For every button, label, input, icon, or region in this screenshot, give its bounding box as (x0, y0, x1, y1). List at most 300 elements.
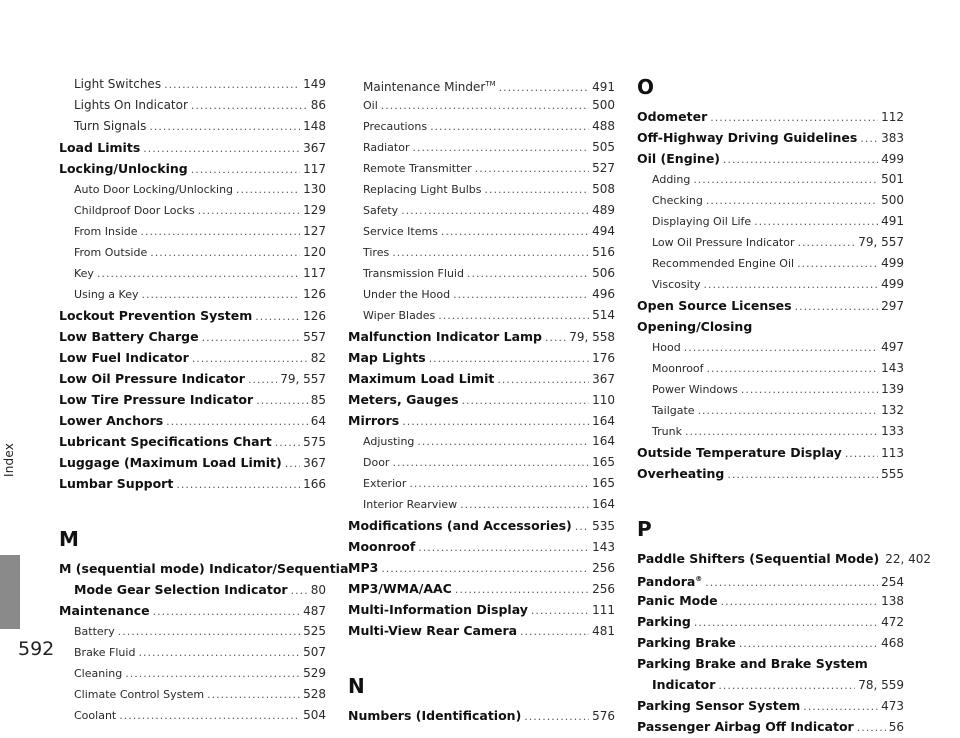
entry-label: Moonroof (348, 539, 416, 554)
entry-label (637, 569, 702, 592)
entry-label: Precautions (363, 120, 428, 133)
index-entry[interactable] (59, 431, 326, 452)
index-entry[interactable] (637, 316, 904, 337)
entry-pages: 481 (592, 624, 615, 638)
entry-pages: 22, 402 (885, 552, 932, 566)
entry-label: Hood (652, 341, 681, 354)
entry-pages: 120 (303, 245, 326, 259)
entry-label: Oil (Engine) (637, 151, 721, 166)
leader-dots (413, 137, 590, 158)
entry-pages: 111 (592, 603, 615, 617)
entry-pages: 254 (881, 575, 904, 589)
entry-pages: 516 (592, 245, 615, 259)
index-entry[interactable] (59, 179, 326, 200)
leader-dots (141, 284, 300, 305)
index-entry[interactable] (59, 558, 353, 579)
entry-pages: 514 (592, 308, 615, 322)
entry-pages: 383 (881, 131, 904, 145)
leader-dots (438, 305, 589, 326)
entry-label: Trunk (652, 425, 682, 438)
index-entry[interactable] (348, 326, 615, 347)
leader-dots (164, 74, 300, 95)
index-entry[interactable] (637, 106, 904, 127)
index-entry[interactable] (59, 221, 326, 242)
leader-dots (524, 706, 589, 727)
entry-label: Checking (652, 194, 703, 207)
entry-pages: 499 (881, 256, 904, 270)
entry-pages: 576 (592, 709, 615, 723)
leader-dots (192, 348, 308, 369)
entry-label: Transmission Fluid (363, 267, 464, 280)
index-entry[interactable] (59, 326, 326, 347)
entry-pages: 79, 557 (858, 235, 904, 249)
section-letter-o: O (637, 75, 655, 99)
pandora-label: Pandora (637, 574, 696, 589)
entry-pages: 256 (592, 582, 615, 596)
leader-dots (418, 537, 589, 558)
index-entry[interactable] (59, 621, 326, 642)
entry-pages: 79, 557 (280, 372, 326, 386)
entry-label: Overheating (637, 466, 725, 481)
index-entry[interactable] (637, 716, 904, 737)
entry-label: Under the Hood (363, 288, 451, 301)
index-entry[interactable] (637, 463, 904, 484)
leader-dots (392, 242, 589, 263)
leader-dots (143, 138, 300, 159)
entry-pages: 472 (881, 615, 904, 629)
entry-label: Safety (363, 204, 399, 217)
index-entry[interactable] (59, 579, 326, 600)
leader-dots (191, 95, 308, 116)
entry-label: Maximum Load Limit (348, 371, 495, 386)
leader-dots (723, 149, 878, 170)
entry-pages: 80 (310, 583, 326, 597)
entry-pages: 575 (303, 435, 326, 449)
index-entry[interactable] (348, 494, 615, 515)
entry-label: Battery (74, 625, 115, 638)
entry-label: Low Oil Pressure Indicator (59, 371, 245, 386)
index-column-3 (637, 68, 932, 737)
leader-dots (236, 179, 300, 200)
entry-pages: 496 (592, 287, 615, 301)
registered-sup: ® (695, 575, 703, 583)
index-entry[interactable] (348, 599, 615, 620)
index-entry[interactable] (59, 200, 326, 221)
index-entry[interactable] (637, 674, 904, 695)
index-entry[interactable] (637, 400, 904, 421)
index-entry[interactable] (59, 368, 326, 389)
entry-pages: 143 (592, 540, 615, 554)
entry-pages: 487 (303, 604, 326, 618)
list-group (637, 590, 904, 653)
index-entry[interactable] (348, 137, 615, 158)
leader-dots (706, 190, 878, 211)
leader-dots (125, 663, 300, 684)
leader-dots (798, 232, 856, 253)
leader-dots (721, 591, 878, 612)
index-entry[interactable] (348, 705, 615, 726)
index-entry[interactable] (637, 421, 904, 442)
entry-label: Displaying Oil Life (652, 215, 752, 228)
index-entry[interactable] (637, 190, 904, 211)
leader-dots (381, 558, 589, 579)
entry-label: Lower Anchors (59, 413, 164, 428)
entry-label: Exterior (363, 477, 407, 490)
entry-pages: 164 (592, 414, 615, 428)
entry-pages: 132 (881, 403, 904, 417)
entry-label: Malfunction Indicator Lamp (348, 329, 542, 344)
leader-dots (191, 159, 300, 180)
leader-dots (207, 684, 300, 705)
leader-dots (138, 642, 300, 663)
leader-dots (460, 494, 589, 515)
entry-label: Numbers (Identification) (348, 708, 522, 723)
index-entry[interactable] (348, 95, 615, 116)
leader-dots (118, 621, 300, 642)
entry-label: Panic Mode (637, 593, 718, 608)
entry-pages: 506 (592, 266, 615, 280)
entry-label: Remote Transmitter (363, 162, 472, 175)
index-tab-marker (0, 555, 20, 629)
index-entry[interactable] (348, 620, 615, 641)
leader-dots (467, 263, 589, 284)
section-gap (348, 641, 615, 667)
entry-label: Cleaning (74, 667, 123, 680)
leader-dots (256, 390, 308, 411)
page-number: 592 (18, 638, 55, 660)
leader-dots (684, 337, 878, 358)
list-group (637, 295, 904, 316)
leader-dots (705, 572, 878, 593)
index-entry[interactable] (348, 431, 615, 452)
entry-pages: 110 (592, 393, 615, 407)
index-entry[interactable] (637, 611, 904, 632)
index-entry[interactable] (637, 590, 904, 611)
entry-label: Low Tire Pressure Indicator (59, 392, 254, 407)
index-entry[interactable] (59, 473, 326, 494)
entry-pages: 535 (592, 519, 615, 533)
index-entry[interactable] (637, 253, 904, 274)
section-letter-n: N (348, 674, 365, 698)
index-entry[interactable] (59, 347, 326, 368)
index-entry[interactable] (637, 653, 904, 674)
index-entry[interactable] (348, 263, 615, 284)
entry-label: Outside Temperature Display (637, 445, 842, 460)
minder-label: Maintenance Minder (363, 80, 486, 94)
index-entry[interactable] (59, 284, 326, 305)
index-entry[interactable] (348, 284, 615, 305)
entry-label: Load Limits (59, 140, 141, 155)
entry-pages: 164 (592, 497, 615, 511)
leader-dots (417, 431, 589, 452)
entry-label: Viscosity (652, 278, 701, 291)
index-entry[interactable] (637, 295, 904, 316)
entry-pages: 501 (881, 172, 904, 186)
index-entry[interactable] (348, 242, 615, 263)
leader-dots (575, 516, 589, 537)
index-entry[interactable] (637, 274, 904, 295)
entry-label: Radiator (363, 141, 410, 154)
index-entry[interactable] (348, 347, 615, 368)
leader-dots (520, 621, 589, 642)
sidebar-index-label: Index (2, 442, 16, 478)
leader-dots (693, 169, 878, 190)
entry-label: MP3 (348, 560, 379, 575)
entry-pages: 491 (881, 214, 904, 228)
entry-pages: 528 (303, 687, 326, 701)
leader-dots (401, 200, 589, 221)
entry-pages: 56 (888, 720, 904, 734)
index-entry[interactable] (348, 368, 615, 389)
entry-label: Multi-Information Display (348, 602, 528, 617)
index-column-2 (348, 74, 615, 726)
entry-label: Childproof Door Locks (74, 204, 195, 217)
index-entry[interactable] (59, 242, 326, 263)
index-entry[interactable] (348, 389, 615, 410)
index-entry[interactable] (59, 389, 326, 410)
leader-dots (381, 95, 589, 116)
entry-pages: 85 (310, 393, 326, 407)
index-entry[interactable] (637, 232, 904, 253)
index-entry[interactable] (59, 452, 326, 473)
index-entry[interactable] (59, 305, 326, 326)
entry-pages: 367 (303, 456, 326, 470)
leader-dots (255, 306, 300, 327)
leader-dots (698, 400, 879, 421)
entry-pages: 165 (592, 476, 615, 490)
entry-label: Low Battery Charge (59, 329, 199, 344)
index-entry[interactable] (348, 158, 615, 179)
leader-dots (97, 263, 300, 284)
entry-label: Parking (637, 614, 691, 629)
entry-pages: 297 (881, 299, 904, 313)
entry-label: Indicator (652, 677, 716, 692)
index-entry[interactable] (637, 569, 904, 590)
index-entry[interactable] (637, 695, 904, 716)
entry-label: Low Oil Pressure Indicator (652, 236, 795, 249)
entry-pages: 557 (303, 330, 326, 344)
leader-dots (453, 284, 589, 305)
leader-dots (430, 116, 589, 137)
index-entry[interactable] (348, 305, 615, 326)
list-group (59, 621, 326, 726)
index-entry[interactable] (637, 358, 904, 379)
index-entry[interactable] (348, 515, 615, 536)
index-entry[interactable] (348, 74, 615, 95)
index-entry[interactable] (59, 263, 326, 284)
leader-dots (176, 474, 300, 495)
entry-pages: 127 (303, 224, 326, 238)
list-group (348, 705, 615, 726)
list-group (348, 95, 615, 326)
index-entry[interactable] (637, 337, 904, 358)
entry-pages: 79, 558 (569, 330, 615, 344)
entry-label: Lockout Prevention System (59, 308, 253, 323)
leader-dots (694, 612, 878, 633)
entry-label: Maintenance (59, 603, 150, 618)
index-entry[interactable] (59, 663, 326, 684)
entry-label: Oil (363, 99, 378, 112)
entry-label: From Inside (74, 225, 138, 238)
leader-dots (545, 327, 566, 348)
leader-dots (703, 274, 878, 295)
leader-dots (718, 675, 855, 696)
entry-label: Mirrors (348, 413, 400, 428)
entry-label: Map Lights (348, 350, 426, 365)
entry-pages: 143 (881, 361, 904, 375)
entry-pages: 176 (592, 351, 615, 365)
index-entry[interactable] (348, 200, 615, 221)
index-entry[interactable] (59, 74, 326, 95)
entry-label: Mode Gear Selection Indicator (74, 582, 288, 597)
entry-pages: 64 (310, 414, 326, 428)
entry-pages: 499 (881, 277, 904, 291)
leader-dots (857, 717, 886, 738)
entry-label: Luggage (Maximum Load Limit) (59, 455, 282, 470)
entry-label: Brake Fluid (74, 646, 136, 659)
section-gap (637, 484, 904, 510)
entry-label: Light Switches (74, 77, 162, 91)
index-entry[interactable] (59, 137, 326, 158)
entry-pages: 166 (303, 477, 326, 491)
entry-label: M (sequential mode) Indicator/Sequential (59, 561, 353, 576)
index-entry[interactable] (348, 116, 615, 137)
entry-pages: 82 (310, 351, 326, 365)
index-entry[interactable] (348, 557, 615, 578)
leader-dots (754, 211, 878, 232)
list-group (637, 337, 904, 442)
index-entry[interactable] (637, 127, 904, 148)
index-entry[interactable] (637, 442, 904, 463)
leader-dots (710, 107, 878, 128)
entry-pages: 133 (881, 424, 904, 438)
index-entry[interactable] (637, 169, 904, 190)
entry-label: Paddle Shifters (Sequential Mode) (637, 551, 880, 566)
index-entry[interactable] (59, 684, 326, 705)
index-entry[interactable] (637, 548, 932, 569)
list-group (59, 137, 326, 179)
leader-dots (441, 221, 589, 242)
entry-label: Parking Brake and Brake System (637, 656, 868, 671)
entry-pages: 165 (592, 455, 615, 469)
list-group (637, 106, 904, 169)
section-gap (59, 494, 326, 520)
entry-pages: 491 (592, 80, 615, 94)
entry-label: Parking Brake (637, 635, 736, 650)
entry-label: MP3/WMA/AAC (348, 581, 452, 596)
leader-dots (685, 421, 878, 442)
index-entry[interactable] (348, 179, 615, 200)
entry-pages: 130 (303, 182, 326, 196)
leader-dots (739, 633, 878, 654)
entry-pages: 500 (881, 193, 904, 207)
entry-label: Service Items (363, 225, 438, 238)
entry-pages: 117 (303, 162, 326, 176)
entry-pages: 507 (303, 645, 326, 659)
entry-pages: 129 (303, 203, 326, 217)
entry-label: Power Windows (652, 383, 738, 396)
index-entry[interactable] (348, 536, 615, 557)
entry-pages: 473 (881, 699, 904, 713)
entry-label: Meters, Gauges (348, 392, 459, 407)
index-entry[interactable] (59, 705, 326, 726)
index-entry[interactable] (348, 452, 615, 473)
leader-dots (797, 253, 878, 274)
entry-pages: 139 (881, 382, 904, 396)
index-entry[interactable] (637, 632, 904, 653)
leader-dots (402, 411, 589, 432)
leader-dots (141, 221, 301, 242)
entry-label: Replacing Light Bulbs (363, 183, 482, 196)
trademark-sup: TM (485, 80, 496, 88)
entry-label: Off-Highway Driving Guidelines (637, 130, 858, 145)
list-group (637, 695, 904, 737)
entry-label: From Outside (74, 246, 148, 259)
entry-pages: 525 (303, 624, 326, 638)
index-entry[interactable] (348, 578, 615, 599)
entry-pages: 555 (881, 467, 904, 481)
leader-dots (475, 158, 589, 179)
entry-pages: 529 (303, 666, 326, 680)
leader-dots (860, 128, 878, 149)
index-entry[interactable] (59, 116, 326, 137)
entry-pages: 468 (881, 636, 904, 650)
entry-label: Coolant (74, 709, 117, 722)
entry-label: Key (74, 267, 94, 280)
leader-dots (291, 580, 308, 601)
entry-label: Parking Sensor System (637, 698, 801, 713)
leader-dots (531, 600, 589, 621)
entry-pages: 367 (592, 372, 615, 386)
index-entry[interactable] (637, 379, 904, 400)
index-entry[interactable] (59, 95, 326, 116)
entry-label: Tires (363, 246, 390, 259)
index-entry[interactable] (59, 600, 326, 621)
index-entry[interactable] (637, 211, 904, 232)
leader-dots (166, 411, 308, 432)
index-entry[interactable] (637, 148, 904, 169)
list-group (348, 431, 615, 515)
index-entry[interactable] (59, 642, 326, 663)
index-column-1 (59, 74, 353, 726)
entry-label: Auto Door Locking/Unlocking (74, 183, 234, 196)
index-entry[interactable] (348, 410, 615, 431)
leader-dots (202, 327, 300, 348)
entry-label: Low Fuel Indicator (59, 350, 189, 365)
leader-dots (409, 473, 589, 494)
leader-dots (119, 705, 300, 726)
entry-label: Moonroof (652, 362, 704, 375)
leader-dots (455, 579, 589, 600)
entry-label: Using a Key (74, 288, 139, 301)
entry-label: Adjusting (363, 435, 415, 448)
entry-pages: 164 (592, 434, 615, 448)
entry-label: Lubricant Specifications Chart (59, 434, 272, 449)
leader-dots (741, 379, 878, 400)
index-entry[interactable] (348, 473, 615, 494)
leader-dots (198, 200, 300, 221)
entry-pages: 126 (303, 309, 326, 323)
index-entry[interactable] (59, 158, 326, 179)
list-group (348, 326, 615, 431)
leader-dots (497, 369, 589, 390)
index-entry[interactable] (348, 221, 615, 242)
entry-label: Multi-View Rear Camera (348, 623, 518, 638)
entry-pages: 504 (303, 708, 326, 722)
entry-pages: 138 (881, 594, 904, 608)
index-entry[interactable] (59, 410, 326, 431)
section-letter-m: M (59, 527, 79, 551)
